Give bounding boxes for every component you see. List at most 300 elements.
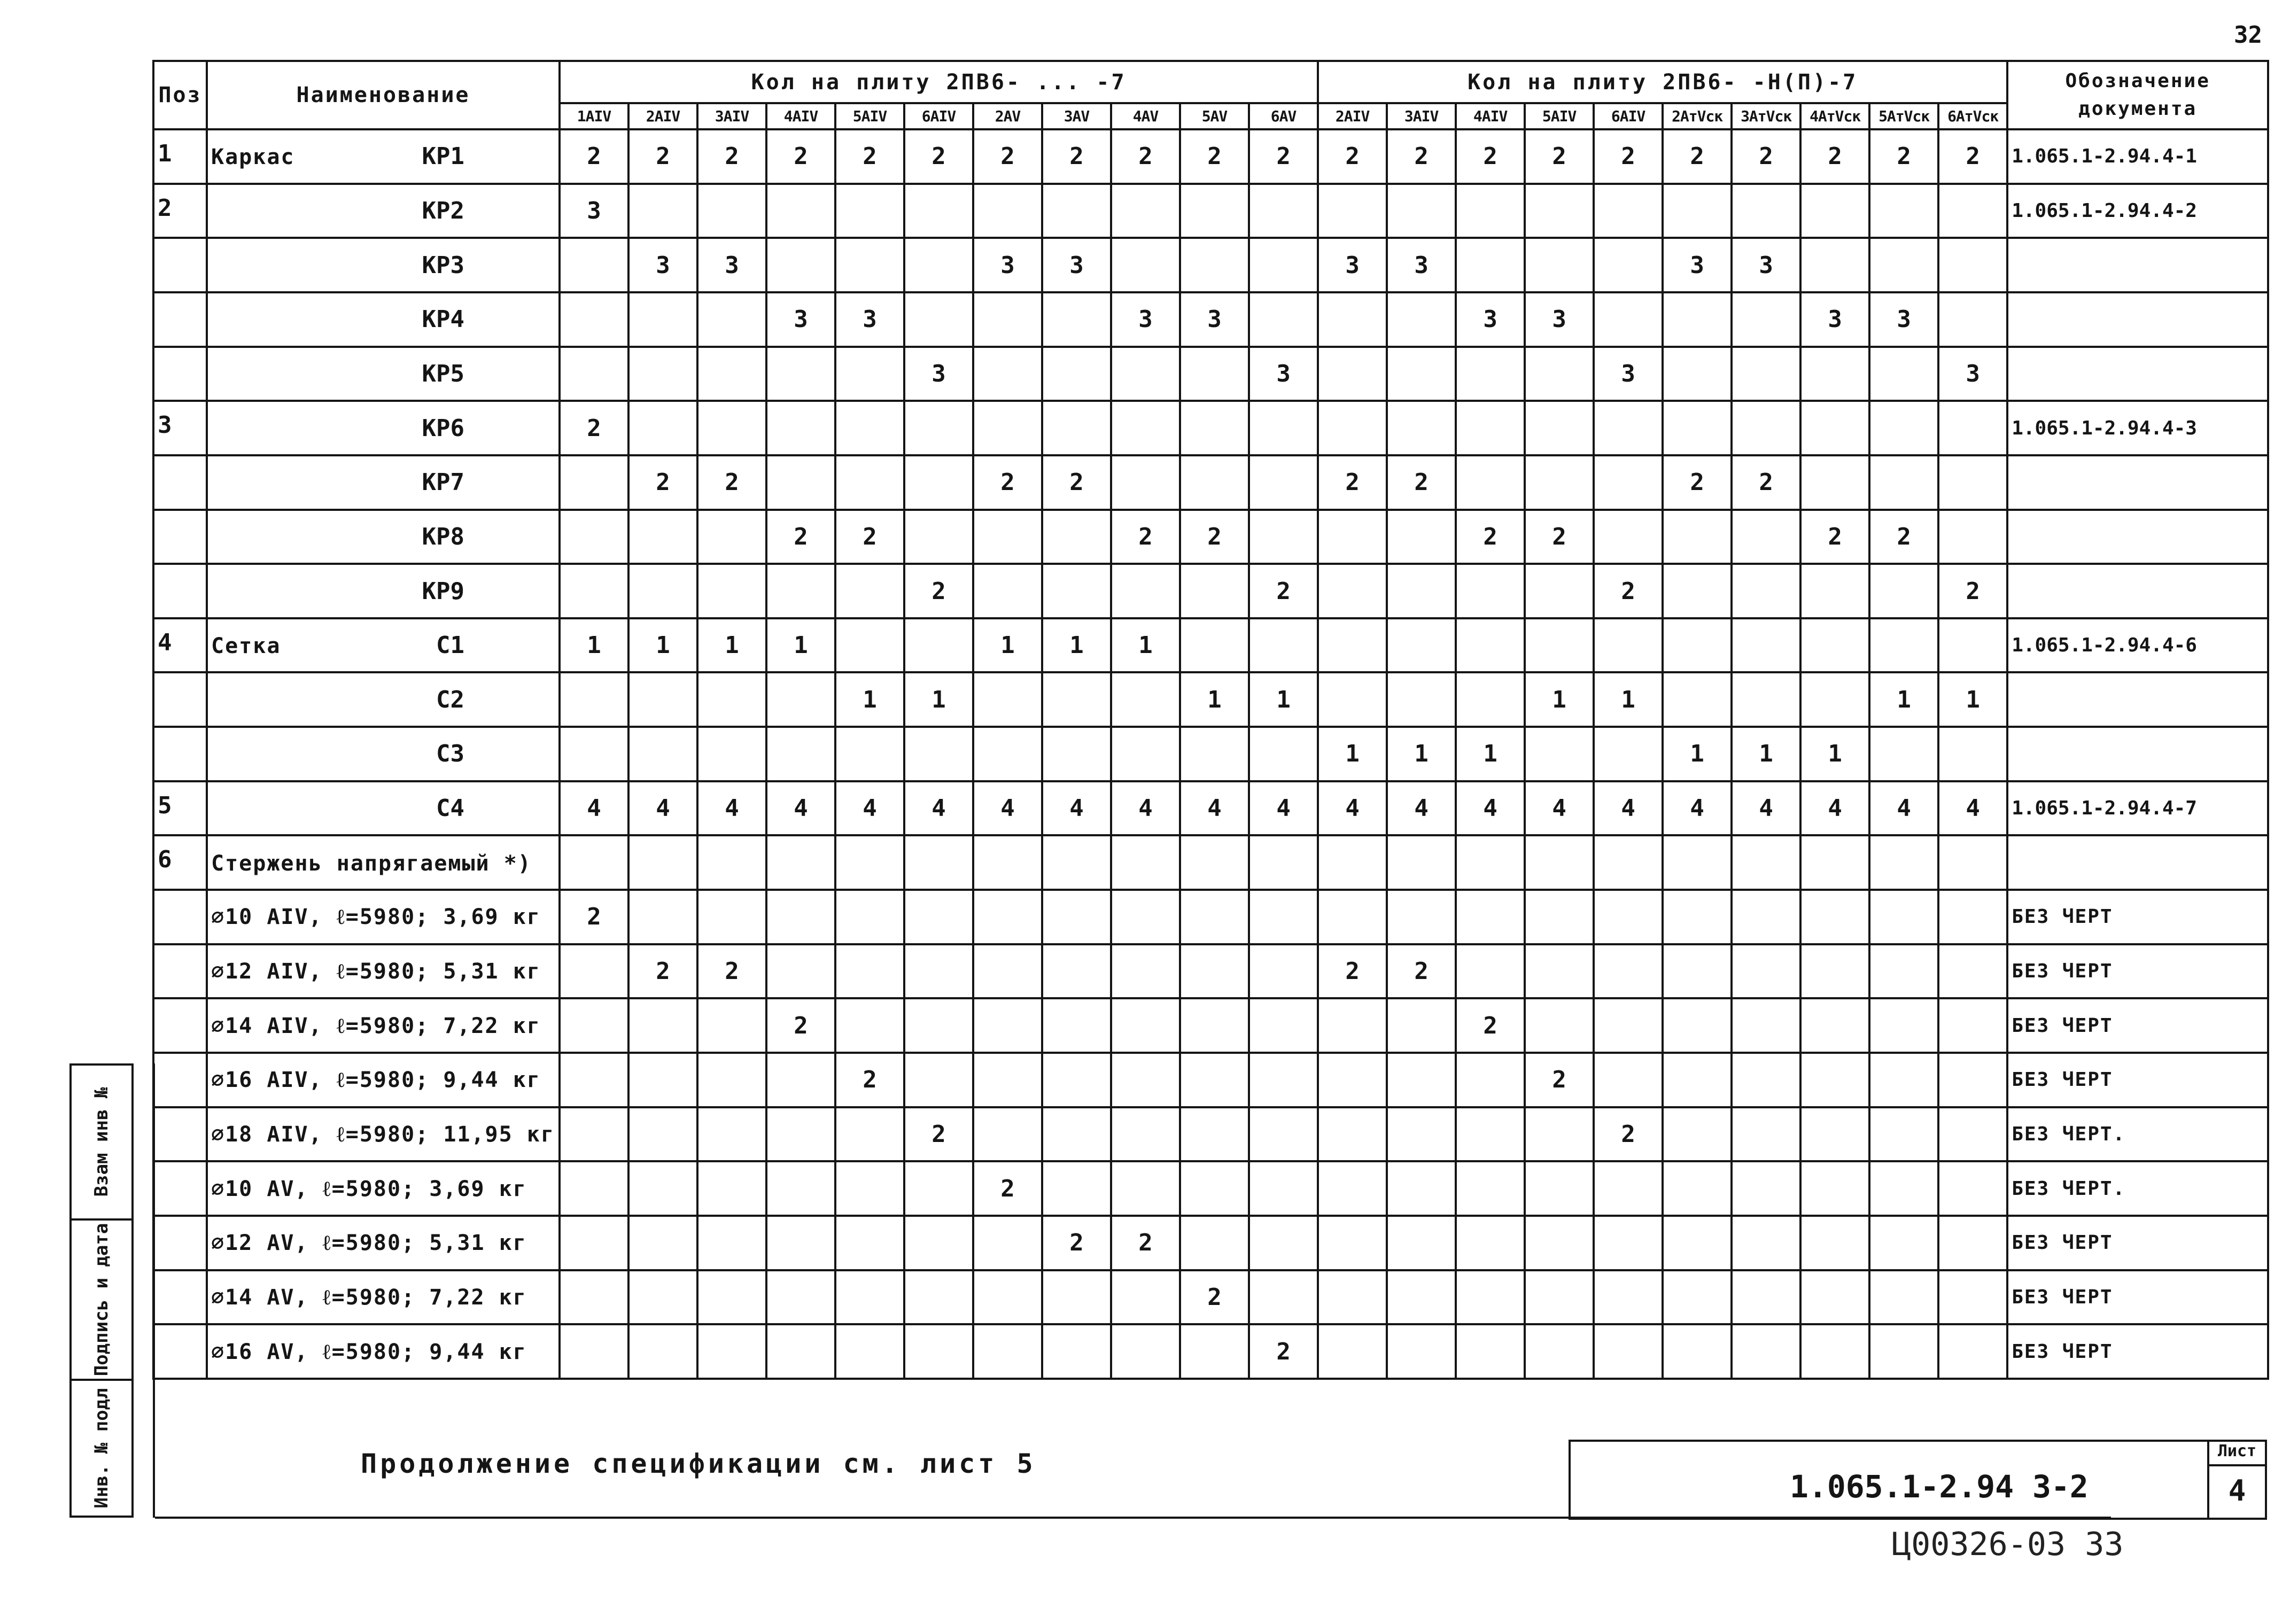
row-mark: С3 [436,740,464,768]
quantity-cell [766,1107,835,1162]
quantity-cell [1938,1053,2007,1107]
row-name-cell [207,1216,560,1270]
quantity-cell [1318,1053,1387,1107]
quantity-cell: 2 [560,129,628,184]
quantity-cell [973,564,1042,618]
quantity-cell [628,1324,697,1379]
row-name-cell [207,727,560,781]
quantity-cell [1249,890,1318,944]
quantity-cell [1111,672,1180,727]
quantity-cell [835,347,904,401]
quantity-cell [973,998,1042,1053]
table-row [153,618,2268,673]
quantity-cell: 2 [1525,1053,1594,1107]
quantity-cell [904,1324,973,1379]
table-row [153,564,2268,618]
quantity-cell [766,944,835,999]
quantity-cell [1042,564,1111,618]
quantity-cell [973,1270,1042,1325]
quantity-cell [1456,184,1525,238]
quantity-cell [1042,1270,1111,1325]
quantity-cell: 4 [1111,781,1180,836]
quantity-cell: 4 [628,781,697,836]
quantity-cell [766,1324,835,1379]
row-document [2007,564,2268,618]
row-document: БЕЗ ЧЕРТ [2007,944,2268,999]
quantity-cell [1525,184,1594,238]
quantity-cell [1042,1053,1111,1107]
quantity-cell: 1 [766,618,835,673]
quantity-cell: 3 [766,292,835,347]
quantity-cell: 3 [1042,238,1111,292]
quantity-cell [1318,672,1387,727]
column-header: 4AIV [1456,103,1525,129]
quantity-cell [697,835,766,890]
row-position [153,944,207,999]
table-row [153,1324,2268,1379]
table-row [153,835,2268,890]
quantity-cell [628,564,697,618]
quantity-cell [904,238,973,292]
row-name: ⌀10 AV, ℓ=5980; 3,69 кг [211,1176,527,1201]
quantity-cell: 2 [697,944,766,999]
quantity-cell: 2 [1732,455,1800,510]
quantity-cell: 1 [628,618,697,673]
quantity-cell [1387,292,1456,347]
row-document: БЕЗ ЧЕРТ [2007,1324,2268,1379]
quantity-cell [1456,1161,1525,1216]
quantity-cell [697,1324,766,1379]
sheet-number: 4 [2228,1474,2246,1508]
quantity-cell [1594,998,1663,1053]
quantity-cell [904,998,973,1053]
quantity-cell: 2 [1042,129,1111,184]
quantity-cell [1318,292,1387,347]
specification-table [152,60,2269,1380]
quantity-cell [560,1270,628,1325]
quantity-cell [835,944,904,999]
row-document: 1.065.1-2.94.4-2 [2007,184,2268,238]
row-position [153,672,207,727]
quantity-cell [1938,1270,2007,1325]
column-header: 6AV [1249,103,1318,129]
quantity-cell [1525,1216,1594,1270]
quantity-cell [1180,1216,1249,1270]
row-name-cell [207,998,560,1053]
quantity-cell [904,1216,973,1270]
quantity-cell [973,1216,1042,1270]
quantity-cell [1456,1270,1525,1325]
quantity-cell [1249,618,1318,673]
quantity-cell [835,1324,904,1379]
quantity-cell [1732,347,1800,401]
quantity-cell: 1 [1869,672,1938,727]
quantity-cell [697,401,766,455]
quantity-cell [1938,1107,2007,1162]
row-name-cell [207,564,560,618]
quantity-cell: 1 [1525,672,1594,727]
quantity-cell [1938,1161,2007,1216]
row-document [2007,672,2268,727]
table-row [153,1270,2268,1325]
quantity-cell: 4 [1594,781,1663,836]
quantity-cell [904,835,973,890]
quantity-cell [1111,890,1180,944]
column-header: 3AIV [1387,103,1456,129]
row-name: ⌀12 AIV, ℓ=5980; 5,31 кг [211,959,541,984]
quantity-cell [1525,238,1594,292]
quantity-cell [1938,1324,2007,1379]
quantity-cell: 2 [1318,455,1387,510]
quantity-cell [560,998,628,1053]
row-document: БЕЗ ЧЕРТ [2007,1053,2268,1107]
quantity-cell [1525,944,1594,999]
column-header: 6AIV [1594,103,1663,129]
row-position [153,1161,207,1216]
column-header: 3AтVск [1732,103,1800,129]
quantity-cell [835,184,904,238]
quantity-cell [1387,618,1456,673]
quantity-cell [1387,998,1456,1053]
quantity-cell: 2 [1525,510,1594,564]
quantity-cell [1042,1324,1111,1379]
quantity-cell [1111,1107,1180,1162]
quantity-cell [766,184,835,238]
quantity-cell [1042,998,1111,1053]
quantity-cell [1456,401,1525,455]
quantity-cell: 2 [973,129,1042,184]
row-name: ⌀18 AIV, ℓ=5980; 11,95 кг [211,1122,555,1147]
quantity-cell: 3 [904,347,973,401]
row-position [153,890,207,944]
row-name-cell [207,184,560,238]
quantity-cell [1594,890,1663,944]
quantity-cell [973,890,1042,944]
quantity-cell: 2 [1387,129,1456,184]
quantity-cell [628,401,697,455]
quantity-cell: 2 [697,455,766,510]
quantity-cell [1387,1324,1456,1379]
quantity-cell [1800,1161,1869,1216]
quantity-cell [1042,835,1111,890]
quantity-cell [1318,1161,1387,1216]
quantity-cell [1456,890,1525,944]
quantity-cell: 3 [1663,238,1732,292]
quantity-cell [1800,184,1869,238]
quantity-cell [1249,998,1318,1053]
quantity-cell: 3 [1318,238,1387,292]
quantity-cell [1318,347,1387,401]
quantity-cell: 1 [973,618,1042,673]
quantity-cell: 4 [1938,781,2007,836]
quantity-cell [628,510,697,564]
quantity-cell [1594,238,1663,292]
row-position [153,292,207,347]
quantity-cell: 4 [560,781,628,836]
quantity-cell [904,1053,973,1107]
quantity-cell [1869,564,1938,618]
quantity-cell [560,510,628,564]
row-name-cell [207,455,560,510]
quantity-cell [1525,1107,1594,1162]
quantity-cell [1111,727,1180,781]
quantity-cell [697,672,766,727]
quantity-cell [1732,944,1800,999]
quantity-cell [1938,455,2007,510]
row-name-cell [207,944,560,999]
quantity-cell: 2 [766,129,835,184]
column-header: 4AV [1111,103,1180,129]
row-name-cell [207,672,560,727]
row-position: 4 [153,618,207,673]
quantity-cell [1594,401,1663,455]
quantity-cell [1318,401,1387,455]
quantity-cell: 3 [1456,292,1525,347]
quantity-cell: 3 [1387,238,1456,292]
quantity-cell: 2 [973,455,1042,510]
quantity-cell [1318,618,1387,673]
quantity-cell [628,1161,697,1216]
table-row [153,184,2268,238]
quantity-cell: 2 [904,129,973,184]
quantity-cell [1180,455,1249,510]
quantity-cell [1249,727,1318,781]
quantity-cell [560,1324,628,1379]
quantity-cell [1732,890,1800,944]
quantity-cell [628,292,697,347]
quantity-cell [1800,564,1869,618]
quantity-cell [973,727,1042,781]
quantity-cell [1111,1324,1180,1379]
quantity-cell: 3 [1249,347,1318,401]
quantity-cell: 2 [1663,129,1732,184]
quantity-cell [1732,618,1800,673]
quantity-cell: 3 [560,184,628,238]
quantity-cell: 2 [1042,455,1111,510]
row-document: БЕЗ ЧЕРТ [2007,1216,2268,1270]
quantity-cell: 2 [1594,564,1663,618]
table-row [153,455,2268,510]
quantity-cell [1525,835,1594,890]
quantity-cell: 2 [1249,129,1318,184]
sheet-label: Лист [2209,1442,2265,1466]
quantity-cell: 4 [1387,781,1456,836]
row-mark: КР9 [422,577,464,605]
quantity-cell: 2 [1456,129,1525,184]
quantity-cell [1663,1161,1732,1216]
quantity-cell [1938,835,2007,890]
quantity-cell [1869,944,1938,999]
row-mark: С2 [436,686,464,713]
quantity-cell [835,564,904,618]
quantity-cell [1042,727,1111,781]
quantity-cell: 1 [835,672,904,727]
table-row [153,1216,2268,1270]
quantity-cell [560,672,628,727]
quantity-cell [1525,618,1594,673]
quantity-cell [766,727,835,781]
quantity-cell [1249,455,1318,510]
quantity-cell [1594,835,1663,890]
quantity-cell [1663,672,1732,727]
quantity-cell [1318,564,1387,618]
quantity-cell: 2 [1111,510,1180,564]
quantity-cell [1800,1053,1869,1107]
row-position [153,998,207,1053]
row-document: БЕЗ ЧЕРТ [2007,998,2268,1053]
quantity-cell: 1 [1318,727,1387,781]
quantity-cell [1594,727,1663,781]
stamp-sign-date-cell [72,1221,131,1381]
quantity-cell: 2 [560,401,628,455]
quantity-cell [1042,944,1111,999]
quantity-cell: 3 [1869,292,1938,347]
table-row [153,727,2268,781]
header-name: Наименование [207,61,560,129]
quantity-cell [1180,1161,1249,1216]
quantity-cell [766,1053,835,1107]
quantity-cell [1663,618,1732,673]
column-header: 4AIV [766,103,835,129]
quantity-cell: 2 [1180,510,1249,564]
quantity-cell [1456,1053,1525,1107]
quantity-cell [1318,835,1387,890]
quantity-cell: 1 [560,618,628,673]
quantity-cell [1180,1107,1249,1162]
quantity-cell: 2 [1800,510,1869,564]
row-position: 6 [153,835,207,890]
quantity-cell [835,238,904,292]
quantity-cell: 4 [1042,781,1111,836]
stamp-margin-column [134,1063,155,1518]
quantity-cell: 2 [1594,129,1663,184]
quantity-cell [560,347,628,401]
quantity-cell [560,455,628,510]
table-row [153,1053,2268,1107]
quantity-cell: 4 [1732,781,1800,836]
quantity-cell [1663,835,1732,890]
row-position [153,1270,207,1325]
quantity-cell [1869,890,1938,944]
row-mark: КР2 [422,197,464,225]
row-position: 2 [153,184,207,238]
quantity-cell [1732,1324,1800,1379]
quantity-cell: 2 [1456,998,1525,1053]
quantity-cell [1042,292,1111,347]
quantity-cell [1456,1107,1525,1162]
quantity-cell: 3 [1111,292,1180,347]
stamp-sign-date-label: Подпись и дата [91,1223,112,1377]
side-stamp [69,1063,134,1518]
quantity-cell [1800,401,1869,455]
quantity-cell [1800,455,1869,510]
quantity-cell [1180,1324,1249,1379]
quantity-cell [1180,184,1249,238]
column-header: 1AIV [560,103,628,129]
quantity-cell: 2 [628,455,697,510]
quantity-cell [973,401,1042,455]
column-header: 6AтVск [1938,103,2007,129]
quantity-cell [1732,1216,1800,1270]
quantity-cell [904,890,973,944]
row-name-cell [207,510,560,564]
quantity-cell [1111,401,1180,455]
quantity-cell [973,510,1042,564]
quantity-cell [1249,292,1318,347]
row-position [153,1053,207,1107]
quantity-cell: 2 [1594,1107,1663,1162]
quantity-cell [1869,455,1938,510]
quantity-cell: 4 [1869,781,1938,836]
quantity-cell [1594,1324,1663,1379]
quantity-cell: 1 [1800,727,1869,781]
quantity-cell [1249,401,1318,455]
quantity-cell [1111,944,1180,999]
quantity-cell [1249,1161,1318,1216]
quantity-cell [697,347,766,401]
quantity-cell [835,727,904,781]
quantity-cell: 3 [1525,292,1594,347]
quantity-cell [766,401,835,455]
row-document: 1.065.1-2.94.4-3 [2007,401,2268,455]
quantity-cell: 2 [904,1107,973,1162]
row-name: ⌀14 AV, ℓ=5980; 7,22 кг [211,1285,527,1310]
quantity-cell: 4 [1180,781,1249,836]
quantity-cell [766,455,835,510]
quantity-cell: 3 [697,238,766,292]
quantity-cell [560,727,628,781]
quantity-cell [1800,672,1869,727]
quantity-cell [1938,727,2007,781]
quantity-cell [1249,510,1318,564]
quantity-cell [1111,347,1180,401]
quantity-cell: 2 [1938,129,2007,184]
quantity-cell: 4 [1800,781,1869,836]
quantity-cell [1456,1216,1525,1270]
row-name-cell [207,1161,560,1216]
quantity-cell [1594,292,1663,347]
row-mark: С1 [436,632,464,659]
quantity-cell [766,1161,835,1216]
quantity-cell [628,998,697,1053]
quantity-cell [1456,347,1525,401]
quantity-cell [1249,1270,1318,1325]
quantity-cell [560,292,628,347]
quantity-cell [835,890,904,944]
header-pos: Поз [153,61,207,129]
quantity-cell [1663,1324,1732,1379]
row-position: 3 [153,401,207,455]
quantity-cell: 1 [904,672,973,727]
quantity-cell [628,1216,697,1270]
quantity-cell [973,835,1042,890]
quantity-cell: 2 [1387,944,1456,999]
row-mark: КР7 [422,469,464,496]
quantity-cell [835,1107,904,1162]
quantity-cell [1869,835,1938,890]
quantity-cell [1938,618,2007,673]
row-document: БЕЗ ЧЕРТ. [2007,1107,2268,1162]
table-row [153,890,2268,944]
row-name: ⌀14 AIV, ℓ=5980; 7,22 кг [211,1013,541,1038]
quantity-cell [1732,184,1800,238]
quantity-cell [628,184,697,238]
document-code: 1.065.1-2.94 3-2 [1790,1468,2089,1505]
stamp-inv-no-cell [72,1381,131,1516]
quantity-cell [1732,292,1800,347]
stamp-replaced-inv-cell [72,1066,131,1221]
quantity-cell: 4 [835,781,904,836]
